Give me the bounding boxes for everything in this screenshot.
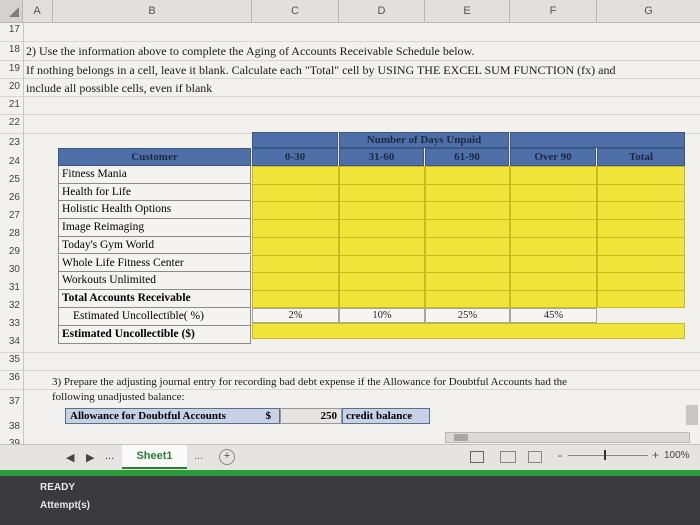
row-number[interactable]: 19 [8,63,20,74]
header-31-60: 31-60 [339,148,424,166]
row-number[interactable]: 31 [8,282,20,293]
pct-value: 2% [288,310,303,321]
attempts-label: Attempt(s) [40,500,90,511]
tab-more-left[interactable]: ... [105,450,115,462]
row-number[interactable]: 30 [8,264,20,275]
header-filler [252,132,338,148]
column-header-f[interactable]: F [510,0,597,22]
customer-cell[interactable]: Workouts Unlimited [58,272,251,290]
part3-line-2: following unadjusted balance: [52,391,185,403]
balance-type-cell: credit balance [342,408,430,424]
zoom-in-button[interactable]: + [652,448,660,462]
zoom-out-button[interactable]: - [558,448,562,462]
scrollbar-thumb[interactable] [454,434,468,441]
normal-view-icon[interactable] [470,451,484,463]
header-0-30: 0-30 [252,148,338,166]
page-break-icon[interactable] [528,451,542,463]
column-header-d[interactable]: D [339,0,425,22]
status-bar [0,470,700,525]
select-all-corner[interactable] [0,0,23,22]
ready-status: READY [40,482,76,493]
header-filler [510,132,685,148]
instruction-line-1: 2) Use the information above to complete the Aging of Accounts Receivable Schedule below. [26,44,475,58]
pct-value: 10% [372,310,392,321]
row-number[interactable]: 35 [8,354,20,365]
row-number[interactable]: 34 [8,336,20,347]
allowance-label: Allowance for Doubtful Accounts [70,410,226,422]
pct-value: 45% [543,310,564,321]
zoom-slider-thumb[interactable] [604,450,606,460]
allowance-label-cell [65,408,280,424]
row-number[interactable]: 28 [8,228,20,239]
customer-cell[interactable]: Holistic Health Options [58,201,251,219]
row-number[interactable]: 17 [8,24,20,35]
select-all-icon [9,7,19,17]
header-over-90: Over 90 [510,148,596,166]
customer-cell[interactable]: Health for Life [58,184,251,202]
row-number[interactable]: 23 [8,137,20,148]
customer-header: Customer [58,148,251,166]
status-accent [0,470,700,476]
customer-cell[interactable]: Today's Gym World [58,237,251,255]
tab-sheet1[interactable]: Sheet1 [122,445,187,469]
tab-prev-icon[interactable]: ◀ [66,452,75,464]
row-number[interactable]: 38 [8,421,20,432]
pct-cell-61-90 [425,308,510,323]
part3-line-1: 3) Prepare the adjusting journal entry for recording bad debt expense if the Allowance for Doubtful Accounts had the [52,376,568,388]
days-unpaid-header: Number of Days Unpaid [339,132,509,148]
column-header-bar [0,0,700,23]
row-number[interactable]: 22 [8,117,20,128]
row-number[interactable]: 27 [8,210,20,221]
tab-more-right[interactable]: ... [194,450,204,462]
row-number[interactable]: 25 [8,174,20,185]
pct-cell-31-60 [339,308,425,323]
row-number[interactable]: 18 [8,44,20,55]
est-uncollectible-dollar-label: Estimated Uncollectible ($) [58,326,251,344]
row-number[interactable]: 32 [8,300,20,311]
row-number[interactable]: 26 [8,192,20,203]
row-number[interactable]: 37 [8,396,20,407]
dollar-sign: $ [265,410,271,422]
zoom-slider[interactable] [568,455,648,456]
pct-cell-0-30 [252,308,339,323]
pct-cell-over-90 [510,308,597,323]
row-number[interactable]: 20 [8,81,20,92]
horizontal-scrollbar[interactable] [445,432,690,443]
row-number[interactable]: 24 [8,156,20,167]
instruction-line-2: If nothing belongs in a cell, leave it blank. Calculate each "Total" cell by USING THE EXCEL SUM FUNCTION (fx) and [26,63,616,77]
header-total: Total [597,148,685,166]
total-ar-label: Total Accounts Receivable [58,290,251,308]
row-number[interactable]: 33 [8,318,20,329]
column-header-a[interactable]: A [22,0,53,22]
header-61-90: 61-90 [425,148,509,166]
page-layout-icon[interactable] [500,451,516,463]
est-uncollectible-dollar-cells[interactable] [252,323,685,339]
column-header-b[interactable]: B [53,0,252,22]
customer-cell[interactable]: Image Reimaging [58,219,251,237]
est-uncollectible-pct-label: Estimated Uncollectible( %) [58,308,251,326]
allowance-amount-cell: 250 [280,408,342,424]
zoom-level: 100% [664,450,690,461]
column-header-g[interactable]: G [597,0,700,22]
column-header-e[interactable]: E [425,0,510,22]
row-number[interactable]: 29 [8,246,20,257]
row-number[interactable]: 36 [8,372,20,383]
column-header-c[interactable]: C [252,0,339,22]
vertical-scrollbar[interactable] [686,405,698,425]
row-number[interactable]: 21 [8,99,20,110]
sheet-tab-bar [0,444,700,470]
customer-cell[interactable]: Fitness Mania [58,166,251,184]
pct-value: 25% [457,310,478,321]
add-sheet-button[interactable]: + [219,449,235,465]
instruction-line-3: include all possible cells, even if blank [26,81,213,95]
customer-cell[interactable]: Whole Life Fitness Center [58,255,251,273]
tab-next-icon[interactable]: ▶ [86,452,95,464]
